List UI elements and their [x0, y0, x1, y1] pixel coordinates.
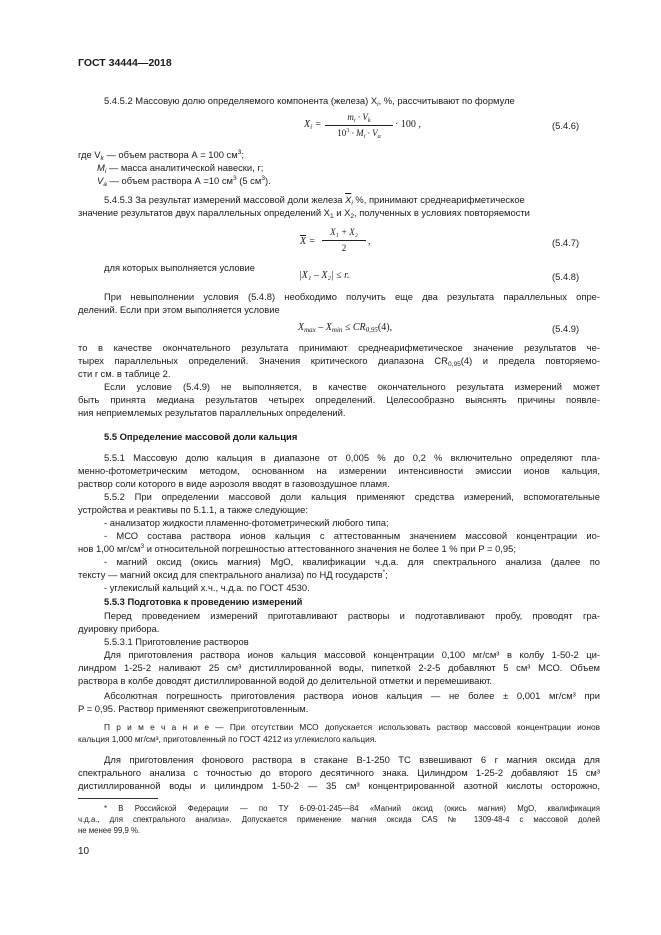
s55-line-2: менно-фотометрическим методом, основанном на измерении интенсивности эмиссии ионов кальция, [78, 465, 600, 476]
eq-5-4-7-denominator: 2 [341, 243, 347, 253]
s55-line-7: - МСО состава раствора ионов кальция с аттестованным значением массовой концентрации ио- [104, 530, 600, 541]
paragraph-5-4-5-3-line1: 5.4.5.3 За результат измерений массовой доли железа $\overline{X}_i$ %, принимают среднеарифметическое [104, 194, 525, 207]
s55-line-9: - магний оксид (окись магния) MgO, квалификации ч.д.а. для спектрального анализа (далее по [104, 556, 600, 567]
eq-5-4-6-numerator: $m_i \cdot V_k$ [347, 112, 371, 124]
s55-line-12: Перед проведением измерений приготавливают растворы и подготавливают пробу, проводят гра- [104, 610, 600, 621]
paragraph-5-4-5-3-p5: сти r см. в таблице 2. [78, 368, 171, 379]
s55-line-17: раствора в колбе доводят дистиллированной водой до делительной отметки и перемешивают. [78, 675, 493, 686]
s55-line-22: дистиллированной воды и цилиндром 1-50-2 — 35 см³ концентрированной азотной кислоты осторожно, [78, 780, 600, 791]
s55-line-15: Для приготовления раствора ионов кальция массовой концентрации 0,100 мг/см³ в колбу 1-50-2 ци- [104, 649, 600, 660]
document-header: ГОСТ 34444—2018 [78, 57, 172, 69]
eq-5-4-6-fraction-bar [325, 125, 393, 126]
s55-line-4: 5.5.2 При определении массовой доли кальция применяют средства измерений, вспомогательные [104, 491, 600, 502]
paragraph-5-4-5-3-p2: делений. Если при этом выполняется условие [78, 304, 280, 315]
paragraph-5-4-5-3-p6: Если условие (5.4.9) не выполняется, в качестве окончательного результата измерений может [104, 381, 600, 392]
paragraph-5-4-5-3-p4: тырех параллельных определений. Значения критического диапазона $CR_{0,95}(4)$ и предела повторяемо- [78, 355, 600, 368]
footnote-rule [78, 798, 158, 799]
paragraph-5-4-5-3-p8: ния неприемлемых результатов параллельных определений. [78, 407, 346, 418]
where-item-vk: где $V_k$ — объем раствора А = 100 $см^3$; [78, 149, 244, 162]
eq-5-4-6-tail: · 100 , [395, 119, 421, 130]
eq-5-4-9-number: (5.4.9) [552, 323, 580, 334]
footnote-line-1: * В Российской Федерации — по ТУ 6-09-01-245—84 «Магний оксид (окись магния) MgO, квалификация [104, 804, 600, 813]
s55-line-21: спектрального анализа с точностью до второго десятичного знака. Цилиндром 1-25-2 добавляют 15 см³ [78, 767, 600, 778]
s55-line-19: P = 0,95. Раствор применяют свежеприготовленным. [78, 703, 309, 714]
eq-5-4-7-number: (5.4.7) [552, 237, 580, 248]
eq-5-4-7-lhs: $\overline{X}$ = [300, 236, 316, 247]
footnote-line-2: ч.д.а., для спектрального анализа». Допускается применение магния оксида CAS № 1309-48-4 с массовой долей [78, 815, 600, 824]
section-5-5-3-1-title: 5.5.3.1 Приготовление растворов [104, 636, 249, 647]
paragraph-5-4-5-3-p1: При невыполнении условия (5.4.8) необходимо получить еще два результата параллельных опре- [104, 291, 600, 302]
eq-5-4-6-denominator: $10^3 \cdot M_i \cdot V_a$ [337, 127, 381, 140]
eq-5-4-8: |X₁ – X₂| ≤ r. [299, 270, 350, 281]
eq-5-4-6-lhs: $X_i$ = [304, 119, 322, 131]
paragraph-5-4-5-3-line2: значение результатов двух параллельных определений $X_1$ и $X_2$, полученных в условиях повторяемости [78, 207, 530, 220]
eq-5-4-7-tail: , [368, 236, 371, 247]
eq-5-4-9: $X_{max} - X_{min} \le CR_{0,95}(4)$, [298, 322, 393, 334]
s55-line-18: Абсолютная погрешность приготовления раствора ионов кальция — не более ± 0,001 мг/см³ при [104, 690, 600, 701]
note-line-2: кальция 1,000 мг/см³, приготовленный по ГОСТ 4212 из углекислого кальция. [78, 734, 377, 744]
paragraph-5-4-5-2: 5.4.5.2 Массовую долю определяемого компонента (железа) $X_i$, %, рассчитывают по формуле [104, 95, 515, 108]
s55-line-1: 5.5.1 Массовую долю кальция в диапазоне от 0,005 % до 0,2 % включительно определяют пла- [104, 452, 600, 463]
section-5-5-title: 5.5 Определение массовой доли кальция [104, 431, 298, 442]
eq-5-4-8-number: (5.4.8) [552, 271, 580, 282]
condition-text: для которых выполняется условие [104, 262, 255, 273]
s55-line-5: устройства и реактивы по 5.1.1, а также следующие: [78, 504, 308, 515]
s55-line-8: нов 1,00 $мг/см^3$ и относительной погрешностью аттестованного значения не более 1 % при P = 0,95; [78, 543, 516, 554]
where-item-mi: $M_i$ — масса аналитической навески, г; [97, 162, 264, 175]
note-line-1: П р и м е ч а н и е — При отсутствии МСО допускается использовать раствор массовой концентрации ионов [104, 722, 600, 732]
eq-5-4-6-number: (5.4.6) [552, 120, 580, 131]
page-number: 10 [78, 846, 90, 857]
s55-line-13: дуировку прибора. [78, 623, 160, 634]
footnote-line-3: не менее 99,9 %. [78, 826, 141, 835]
s55-line-20: Для приготовления фонового раствора в стакане В-1-250 ТС взвешивают 6 г магния оксида для [104, 754, 600, 765]
s55-line-3: раствор соли которого в виде аэрозоля вводят в газовоздушное пламя. [78, 478, 390, 489]
paragraph-5-4-5-3-p7: быть принята медиана результатов четырех определений. Целесообразно выяснять причины появле- [78, 394, 600, 405]
where-item-va: $V_a$ — объем раствора А =10 $см^3$ (5 $см^3$). [97, 175, 271, 188]
s55-line-10: тексту — магний оксид для спектрального анализа) по НД государств*; [78, 569, 388, 580]
s55-line-6: - анализатор жидкости пламенно-фотометрический любого типа; [104, 517, 389, 528]
eq-5-4-7-fraction-bar [322, 240, 366, 241]
paragraph-5-4-5-3-p3: то в качестве окончательного результата принимают среднеарифметическое значение результатов че- [78, 342, 600, 353]
eq-5-4-7-numerator: X₁ + X₂ [330, 227, 358, 237]
s55-line-11: - углекислый кальций х.ч., ч.д.а. по ГОСТ 4530. [104, 582, 310, 593]
s55-line-16: линдром 1-25-2 наливают 25 см³ дистиллированной воды, пипеткой 2-2-5 добавляют 5 см³ МСО. Объем [78, 662, 600, 673]
section-5-5-3-title: 5.5.3 Подготовка к проведению измерений [104, 596, 303, 607]
